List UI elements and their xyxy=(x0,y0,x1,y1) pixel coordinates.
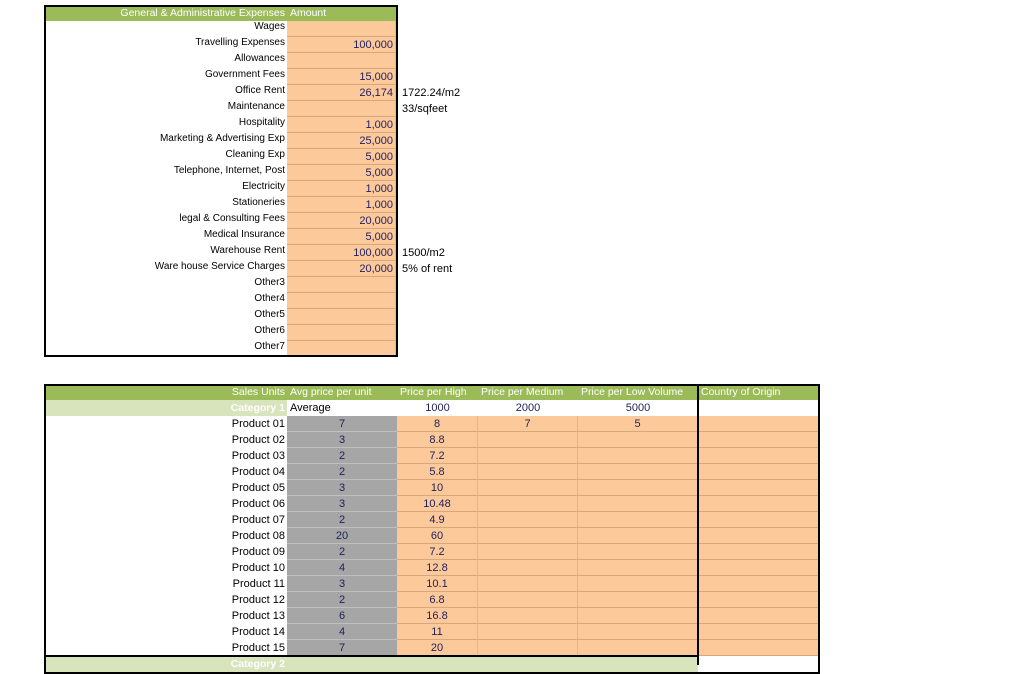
ga-header-label: General & Administrative Expenses xyxy=(45,6,287,21)
price-high-cell[interactable]: 10.48 xyxy=(397,496,478,512)
sales-table-frame xyxy=(44,384,820,674)
product-name: Product 08 xyxy=(231,530,285,542)
product-name: Product 11 xyxy=(232,578,285,590)
ga-row-label: Allowances xyxy=(234,53,285,64)
ga-row-label: Electricity xyxy=(242,181,285,192)
avg-units-cell[interactable]: 2 xyxy=(287,512,397,528)
ga-header-amount: Amount xyxy=(287,6,396,21)
product-name: Product 07 xyxy=(231,514,285,526)
ga-note: 1722.24/m2 xyxy=(402,87,461,99)
price-high-cell[interactable]: 5.8 xyxy=(397,464,478,480)
ga-row-label: Stationeries xyxy=(232,197,285,208)
ga-amount-cell[interactable]: 15,000 xyxy=(287,69,396,85)
ga-amount-cell[interactable]: 20,000 xyxy=(287,261,396,277)
price-high-cell[interactable]: 8 xyxy=(397,416,478,432)
ga-row-label: legal & Consulting Fees xyxy=(179,213,285,224)
product-name: Product 05 xyxy=(231,482,285,494)
ga-row-label: Other3 xyxy=(254,277,285,288)
ga-row-label: Other7 xyxy=(254,341,285,352)
avg-units-cell[interactable]: 3 xyxy=(287,576,397,592)
ga-row-label: Other4 xyxy=(254,293,285,304)
ga-note: 5% of rent xyxy=(402,263,453,275)
ga-row-label: Medical Insurance xyxy=(203,229,285,240)
avg-units-cell[interactable]: 3 xyxy=(287,432,397,448)
avg-units-cell[interactable]: 4 xyxy=(287,560,397,576)
volume-threshold-cell[interactable]: 2000 xyxy=(515,402,541,414)
category-2-label: Category 2 xyxy=(45,656,287,672)
product-name: Product 12 xyxy=(231,594,285,606)
product-name: Product 03 xyxy=(231,450,285,462)
price-high-cell[interactable]: 8.8 xyxy=(397,432,478,448)
avg-units-cell[interactable]: 2 xyxy=(287,464,397,480)
product-name: Product 14 xyxy=(231,626,285,638)
ga-amount-cell[interactable]: 100,000 xyxy=(287,245,396,261)
avg-units-cell[interactable]: 2 xyxy=(287,448,397,464)
ga-amount-cell[interactable]: 1,000 xyxy=(287,197,396,213)
price-high-cell[interactable]: 60 xyxy=(397,528,478,544)
category-1-label: Category 1 xyxy=(45,400,287,416)
ga-note: 1500/m2 xyxy=(402,247,445,259)
avg-units-cell[interactable]: 2 xyxy=(287,592,397,608)
price-high-cell[interactable]: 10 xyxy=(397,480,478,496)
category-2-divider xyxy=(44,655,699,657)
price-high-cell[interactable]: 4.9 xyxy=(397,512,478,528)
ga-amount-cell[interactable]: 100,000 xyxy=(287,37,396,53)
avg-units-cell[interactable]: 3 xyxy=(287,480,397,496)
ga-row-label: Cleaning Exp xyxy=(225,149,285,160)
ga-table-frame xyxy=(44,5,398,357)
avg-units-cell[interactable]: 4 xyxy=(287,624,397,640)
ga-row-label: Marketing & Advertising Exp xyxy=(159,133,285,144)
product-name: Product 13 xyxy=(231,610,285,622)
sales-header-3: Price per Medium xyxy=(478,385,578,400)
ga-amount-cell[interactable]: 5,000 xyxy=(287,229,396,245)
price-high-cell[interactable]: 11 xyxy=(397,624,478,640)
product-name: Product 04 xyxy=(231,466,285,478)
sales-header-5: Country of Origin xyxy=(698,385,819,400)
avg-units-cell[interactable]: 2 xyxy=(287,544,397,560)
ga-row-label: Other6 xyxy=(254,325,285,336)
price-high-cell[interactable]: 16.8 xyxy=(397,608,478,624)
product-name: Product 15 xyxy=(231,642,285,654)
ga-amount-cell[interactable]: 26,174 xyxy=(287,85,396,101)
product-name: Product 02 xyxy=(231,434,285,446)
avg-units-cell[interactable]: 7 xyxy=(287,416,397,432)
avg-units-cell[interactable]: 6 xyxy=(287,608,397,624)
product-name: Product 10 xyxy=(231,562,285,574)
ga-amount-cell[interactable]: 20,000 xyxy=(287,213,396,229)
ga-note: 33/sqfeet xyxy=(402,103,448,115)
price-high-cell[interactable]: 7.2 xyxy=(397,448,478,464)
product-name: Product 06 xyxy=(231,498,285,510)
price-high-cell[interactable]: 7.2 xyxy=(397,544,478,560)
product-name: Product 01 xyxy=(231,418,285,430)
ga-row-label: Travelling Expenses xyxy=(195,37,285,48)
ga-amount-cell[interactable]: 5,000 xyxy=(287,149,396,165)
avg-units-cell[interactable]: 20 xyxy=(287,528,397,544)
ga-row-label: Maintenance xyxy=(227,101,285,112)
sales-header-4: Price per Low Volume xyxy=(578,385,698,400)
avg-units-cell[interactable]: 3 xyxy=(287,496,397,512)
price-high-cell[interactable]: 12.8 xyxy=(397,560,478,576)
price-high-cell[interactable]: 10.1 xyxy=(397,576,478,592)
volume-threshold-cell[interactable]: 5000 xyxy=(625,402,651,414)
volume-threshold-cell[interactable]: 1000 xyxy=(425,402,450,414)
ga-row-label: Warehouse Rent xyxy=(210,245,285,256)
ga-row-label: Other5 xyxy=(254,309,285,320)
price-high-cell[interactable]: 6.8 xyxy=(397,592,478,608)
ga-row-label: Hospitality xyxy=(238,117,285,128)
price-medium-cell[interactable]: 7 xyxy=(478,416,578,432)
ga-amount-cell[interactable]: 1,000 xyxy=(287,181,396,197)
sales-header-2: Price per High xyxy=(397,385,478,400)
sales-header-1: Avg price per unit xyxy=(287,385,397,400)
ga-row-label: Ware house Service Charges xyxy=(154,261,285,272)
country-column-divider xyxy=(697,385,699,665)
ga-row-label: Telephone, Internet, Post xyxy=(173,165,285,176)
ga-amount-cell[interactable]: 25,000 xyxy=(287,133,396,149)
ga-row-label: Office Rent xyxy=(235,85,285,96)
ga-amount-cell[interactable]: 1,000 xyxy=(287,117,396,133)
ga-row-label: Wages xyxy=(254,21,285,32)
price-low-cell[interactable]: 5 xyxy=(578,416,698,432)
category-1-average: Average xyxy=(290,402,331,414)
avg-units-cell[interactable]: 7 xyxy=(287,640,397,656)
ga-amount-cell[interactable]: 5,000 xyxy=(287,165,396,181)
price-high-cell[interactable]: 20 xyxy=(397,640,478,656)
ga-row-label: Government Fees xyxy=(204,69,285,80)
sales-header-0: Sales Units xyxy=(45,385,287,400)
product-name: Product 09 xyxy=(231,546,285,558)
